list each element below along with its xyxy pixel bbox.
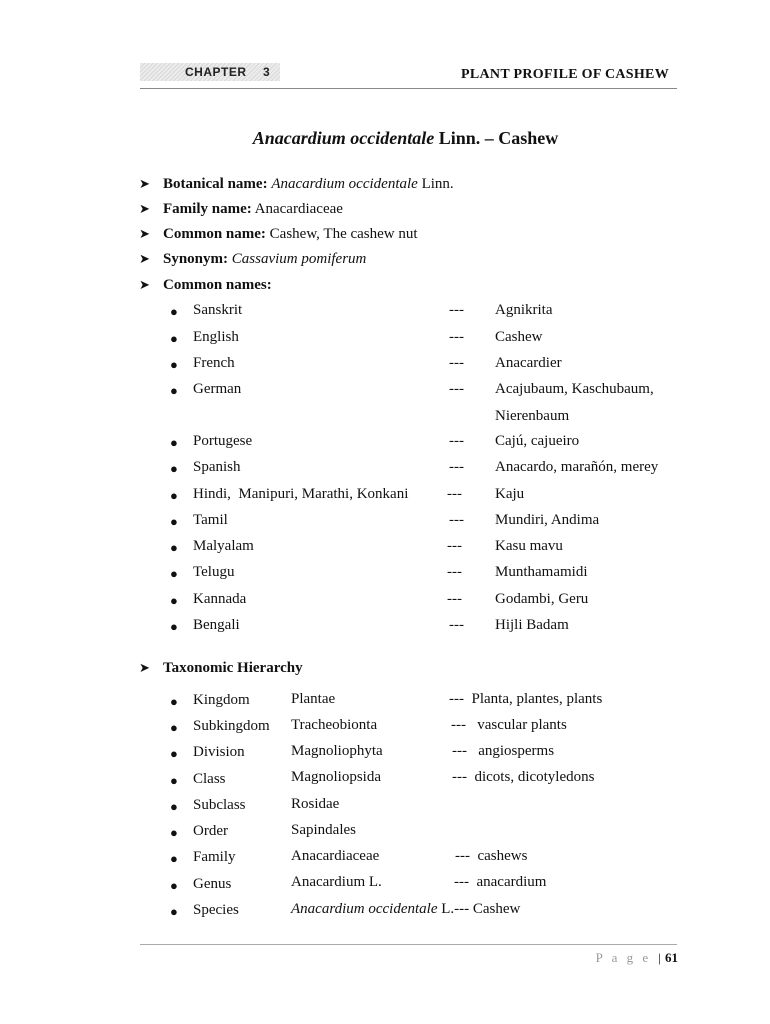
field-family-name [139,201,343,218]
rank-value-rest: L.--- Cashew [437,901,521,917]
rank: Family [193,849,236,865]
language: Sanskrit [193,302,243,318]
page-footer [596,950,678,966]
arrowhead-bullet-icon: ➤ [139,202,150,217]
language: French [193,355,235,371]
field-italic-value: Cassavium pomiferum [231,251,367,267]
arrowhead-bullet-icon: ➤ [139,278,150,293]
round-bullet-icon: ● [170,851,178,866]
field-value: Linn. [417,176,454,192]
rank-value: Tracheobionta [291,717,378,733]
rank-note: --- Planta, plantes, plants [449,691,603,707]
field-italic-value: Anacardium occidentale [271,176,418,192]
separator: --- [449,617,464,633]
round-bullet-icon: ● [170,540,178,555]
language: Spanish [193,459,241,475]
chapter-tab [140,63,280,81]
round-bullet-icon: ● [170,383,178,398]
language: Kannada [193,591,247,607]
rank-value: Rosidae [291,796,340,812]
language: Bengali [193,617,240,633]
round-bullet-icon: ● [170,461,178,476]
local-names: Mundiri, Andima [495,512,600,528]
page-number: 61 [665,950,678,965]
round-bullet-icon: ● [170,878,178,893]
round-bullet-icon: ● [170,304,178,319]
language: Tamil [193,512,228,528]
language: English [193,329,239,345]
language: Telugu [193,564,235,580]
arrowhead-bullet-icon: ➤ [139,661,150,676]
local-names: Anacardo, marañón, merey [495,459,659,475]
rank: Species [193,902,239,918]
rank-note: --- angiosperms [452,743,555,759]
field-value: Anacardiaceae [251,201,343,217]
local-names: Hijli Badam [495,617,569,633]
rank-note: --- cashews [455,848,528,864]
field-common-names [139,277,272,294]
rank: Division [193,744,245,760]
round-bullet-icon: ● [170,720,178,735]
separator: --- [447,486,462,502]
separator: --- [449,381,464,397]
round-bullet-icon: ● [170,357,178,372]
rank: Genus [193,876,232,892]
separator: --- [449,329,464,345]
field-label: Common names: [163,277,272,293]
round-bullet-icon: ● [170,435,178,450]
rank: Class [193,771,226,787]
page-separator: | [658,950,661,965]
chapter-label: CHAPTER [185,65,247,79]
separator: --- [447,591,462,607]
separator: --- [449,459,464,475]
arrowhead-bullet-icon: ➤ [139,252,150,267]
local-names: Cashew [495,329,543,345]
field-common-name [139,226,418,243]
page-word: P a g e [595,950,652,965]
separator: --- [447,564,462,580]
rank: Order [193,823,228,839]
local-names: Agnikrita [495,302,553,318]
field-label: Family name: [163,201,252,217]
title-rest: Linn. – Cashew [434,128,559,148]
header-divider [140,88,677,89]
taxonomy-heading-text: Taxonomic Hierarchy [163,660,303,676]
arrowhead-bullet-icon: ➤ [139,177,150,192]
separator: --- [449,512,464,528]
rank-value-italic: Anacardium occidentale [291,901,438,917]
local-names: Cajú, cajueiro [495,433,580,449]
rank-value: Plantae [291,691,336,707]
rank-value: Anacardiaceae [291,848,380,864]
local-names-continued: Nierenbaum [495,408,570,424]
language: German [193,381,242,397]
local-names: Kaju [495,486,525,502]
page-title [0,128,770,149]
separator: --- [449,433,464,449]
field-label: Botanical name: [163,176,268,192]
rank-value: Magnoliophyta [291,743,383,759]
local-names: Acajubaum, Kaschubaum, [495,381,654,397]
rank-value: Sapindales [291,822,356,838]
taxonomy-heading [139,660,303,677]
section-title: PLANT PROFILE OF CASHEW [461,67,669,82]
field-label: Synonym: [163,251,229,267]
round-bullet-icon: ● [170,825,178,840]
local-names: Munthamamidi [495,564,588,580]
round-bullet-icon: ● [170,694,178,709]
language: Malyalam [193,538,254,554]
separator: --- [449,302,464,318]
round-bullet-icon: ● [170,593,178,608]
arrowhead-bullet-icon: ➤ [139,227,150,242]
separator: --- [449,355,464,371]
footer-divider [140,944,677,945]
round-bullet-icon: ● [170,566,178,581]
rank: Kingdom [193,692,250,708]
field-botanical-name [139,176,454,193]
round-bullet-icon: ● [170,514,178,529]
local-names: Godambi, Geru [495,591,589,607]
rank: Subclass [193,797,246,813]
field-synonym [139,251,366,268]
rank-note: --- dicots, dicotyledons [452,769,595,785]
rank: Subkingdom [193,718,270,734]
rank-value [291,901,520,918]
language: Hindi, Manipuri, Marathi, Konkani [193,486,409,502]
local-names: Kasu mavu [495,538,563,554]
round-bullet-icon: ● [170,746,178,761]
round-bullet-icon: ● [170,904,178,919]
local-names: Anacardier [495,355,562,371]
round-bullet-icon: ● [170,331,178,346]
round-bullet-icon: ● [170,619,178,634]
title-species: Anacardium occidentale [252,128,435,148]
round-bullet-icon: ● [170,488,178,503]
separator: --- [447,538,462,554]
field-value: Cashew, The cashew nut [265,226,418,242]
field-label: Common name: [163,226,266,242]
rank-value: Magnoliopsida [291,769,381,785]
rank-note: --- vascular plants [451,717,567,733]
language: Portugese [193,433,253,449]
rank-note: --- anacardium [454,874,547,890]
round-bullet-icon: ● [170,799,178,814]
rank-value: Anacardium L. [291,874,382,890]
chapter-number: 3 [263,65,271,79]
round-bullet-icon: ● [170,773,178,788]
